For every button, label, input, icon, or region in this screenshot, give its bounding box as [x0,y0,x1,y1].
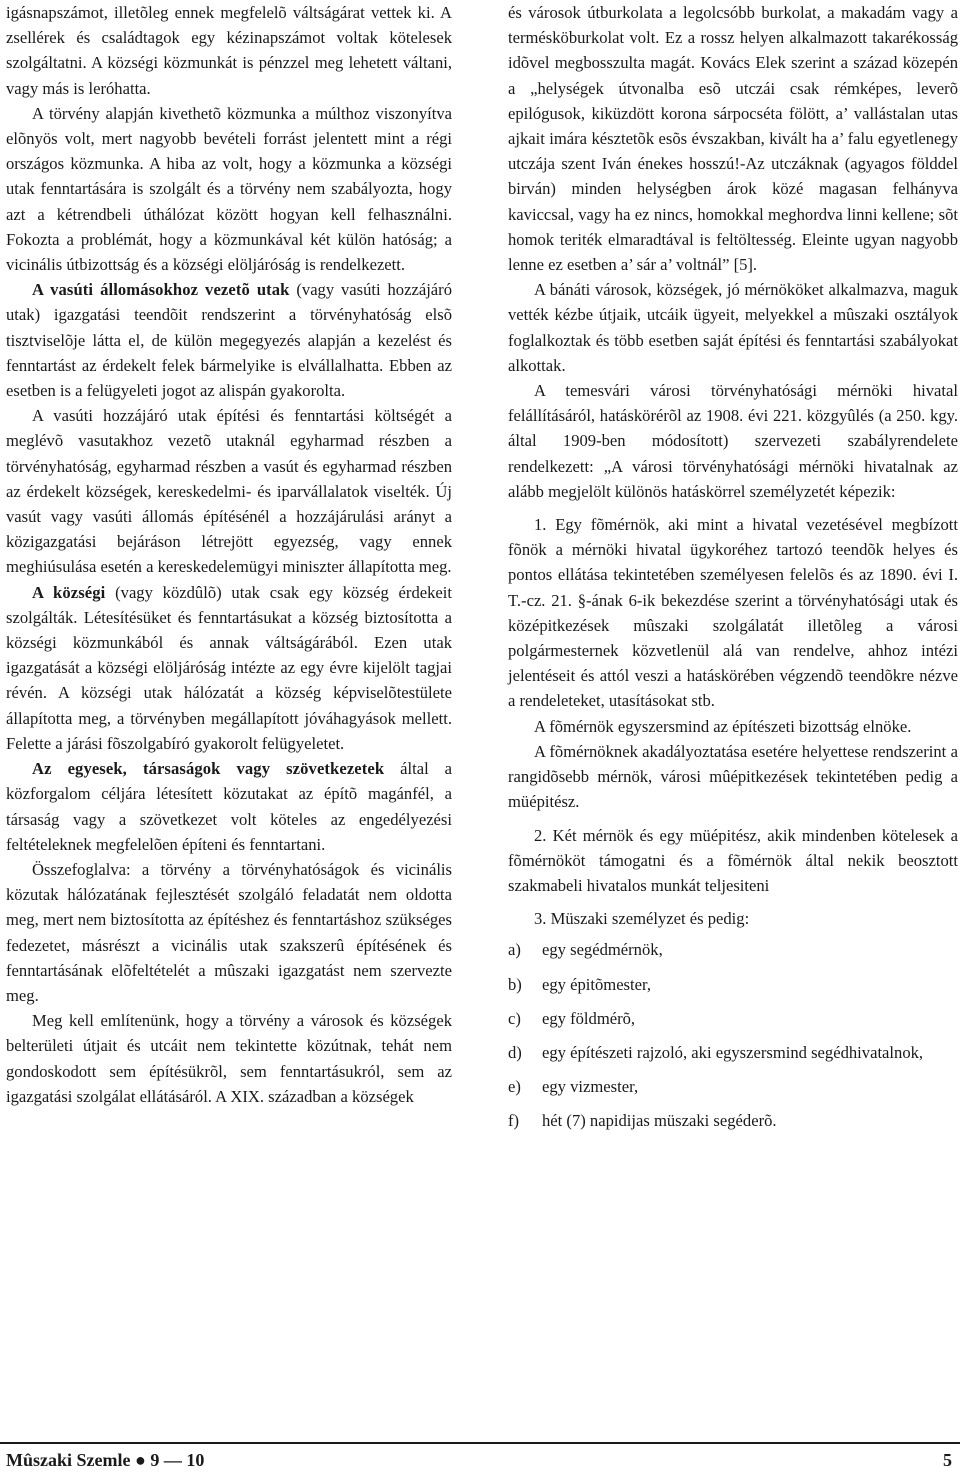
paragraph-lead: Az egyesek, társaságok vagy szövetkezetek [32,759,385,779]
left-column [6,0,452,1109]
list-marker: b) [508,974,522,994]
footer-divider [0,1442,960,1444]
list-marker: d) [508,1042,522,1062]
list-item [508,1040,958,1065]
list-marker: e) [508,1077,521,1097]
list-marker: f) [508,1111,520,1131]
paragraph [6,580,452,756]
journal-title: Mûszaki Szemle [6,1450,131,1470]
personnel-list [508,937,958,1133]
paragraph: Összefoglalva: a törvény a törvényhatóságok és vicinális közutak hálózatának fejlesztését szolgáló feladatát nem oldotta meg, mert nem biztosította az építéshez és fenntartáshoz szükséges fedezetet, másrészt a vicinális utak szakszerû építésének és fenntartásának elõfeltételét a mûszaki igazgatást nem szervezte meg. [6,859,452,1005]
paragraph [6,277,452,403]
paragraph-lead: A községi [32,582,106,602]
list-item [508,1006,958,1031]
paragraph: A törvény alapján kivethetõ közmunka a múlthoz viszonyítva elõnyös volt, mert nagyobb bevételi forrást jelentett mint a régi országos közmunka. A hiba az volt, hogy a közmunka a községi utak fenntartására is szolgált és a törvény nem szabályozta, hogy azt a kétrendbeli úthálózat között hogyan kell felhasználni. Fokozta a problémát, hogy a közmunkával két külön hatóság; a vicinális útbizottság és a községi elöljáróság is rendelkezett. [6,103,452,275]
list-item-text: egy földmérõ, [542,1008,636,1028]
bullet-icon: ● [134,1450,146,1470]
list-item-text: egy vizmester, [542,1077,639,1097]
issue-number: 9 — 10 [150,1450,205,1470]
paragraph: A vasúti hozzájáró utak építési és fenntartási költségét a meglévõ vasutakhoz vezetõ utaknál egyharmad részben a törvényhatóság, egyharmad részben a vasút és egyharmad részben az érdekelt községek, kereskedelmi- és iparvállalatok viselték. Új vasút vagy vasúti állomás építésénél a hozzájárulási arányt a közigazgatási bejáráson létrejött egyezség, vagy ennek meghiúsulása esetén a kereskedelemügyi miniszter állapította meg. [6,406,452,577]
paragraph-lead: A vasúti állomásokhoz vezetõ utak [32,280,290,300]
paragraph: A fõmérnök egyszersmind az építészeti bizottság elnöke. [534,716,912,736]
paragraph-body: (vagy közdûlõ) utak csak egy község érdekeit szolgálták. Létesítésüket és fenntartásukat a község biztosította a községi közmunkából és annak váltságárából. Ezen utak igazgatását a községi elöljáróság intézte az egy évre kijelölt tagjai révén. A községi utak hálózatát a község képviselõtestülete állapította meg, a törvényben megállapított jóváhagyások mellett. Felette a járási fõszolgabíró gyakorolt felügyeletet. [6,582,452,753]
list-item [508,937,958,962]
list-item [508,1108,958,1133]
list-item-text: hét (7) napidijas müszaki segéderõ. [542,1111,777,1131]
list-item [508,1074,958,1099]
paragraph: A fõmérnöknek akadályoztatása esetére helyettese rendszerint a rangidõsebb mérnök, városi mûépitkezések tekintetében pedig a müépitész. [508,741,958,812]
list-marker: a) [508,940,521,960]
list-item [508,972,958,997]
paragraph: 2. Két mérnök és egy müépitész, akik mindenben kötelesek a fõmérnököt támogatni és a fõmérnök által nekik beosztott szakmabeli hivatalos munkát teljesiteni [508,825,958,895]
paragraph: 3. Müszaki személyzet és pedig: [534,909,750,929]
right-column [508,0,958,1143]
paragraph: A bánáti városok, községek, jó mérnököket alkalmazva, maguk vették kézbe útjaik, utcáik ügyeit, melyekkel a mûszaki osztályok foglalkoztak és több esetben saját építési és fenntartási szabályokat alkottak. [508,280,958,375]
page-number: 5 [943,1450,952,1470]
paragraph [6,756,452,857]
paragraph: A temesvári városi törvényhatósági mérnöki hivatal felállításáról, hatáskörérõl az 1908. évi 221. közgyûlés (a 250. kgy. által 1909-ben módosított) szervezeti szabályrendelete rendelkezett: „A városi törvényhatósági mérnöki hivatalnak az alább megjelölt különös hatáskörrel személyzetét képezik: [508,381,958,501]
list-item-text: egy épitõmester, [542,974,652,994]
paragraph-body: által a közforgalom céljára létesített közutakat az építõ magánfél, a társaság vagy a szövetkezet volt köteles az engedélyezési feltételeknek megfelelõen építeni és fenntartani. [6,759,452,854]
footer-journal [6,1448,204,1472]
paragraph: Meg kell említenünk, hogy a törvény a városok és községek belterületi útjait és utcáit nem tekintette közútnak, tehát nem gondoskodott sem építésükrõl, sem fenntartásukról, sem az igazgatási szolgálat ellátásáról. A XIX. században a községek [6,1011,452,1106]
list-marker: c) [508,1008,521,1028]
paragraph: és városok útburkolata a legolcsóbb burkolat, a makadám vagy a termésköburkolat volt. Ez a rossz helyen alkalmazott takarékosság idõvel megbosszulta magát. Kovács Elek szerint a század közepén a „helységek útvonalba esõ utczái csak rémképes, leverõ epilógusok, kiküzdött korona sárpocséta fölött, a’ vallástalan utas ajkait imára késztetõk esõs évszakban, kivált ha a’ falu egyetlenegy utczája szent Iván énekes hosszú!-Az utczáknak (agyagos földdel birván) minden helységben árok közé magasan felhányva kaviccsal, vagy ha ez nincs, homokkal meghordva linni kellene; sõt homok teriték elmaradtával is feltöltesség. Eleinte ugyan nagyobb lenne ez esetben a’ sár a’ voltnál” [5]. [508,3,958,275]
paragraph: igásnapszámot, illetõleg ennek megfelelõ váltságárat vettek ki. A zsellérek és családtagok egy kézinapszámot voltak kötelesek szolgáltatni. A községi közmunkát is pénzzel meg lehetett váltani, vagy más is leróhatta. [6,3,452,98]
paragraph-body: (vagy vasúti hozzájáró utak) igazgatási teendõit rendszerint a törvényhatóság elsõ tisztviselõje látta el, de külön megegyezés alapján a kezelést és fenntartást az érdekelt felek bármelyike is elvállalhatta. Ebben az esetben is a felügyeleti jogot az alispán gyakorolta. [6,280,452,401]
list-item-text: egy építészeti rajzoló, aki egyszersmind segédhivatalnok, [542,1042,924,1062]
list-item-text: egy segédmérnök, [542,940,663,960]
paragraph: 1. Egy fõmérnök, aki mint a hivatal vezetésével megbízott fõnök a mérnöki hivatal ügykoréhez tartozó teendõk helyes és pontos ellátása tekintetében személyesen felelõs és az 1890. évi I. T.-cz. 21. §-ának 6-ik bekezdése szerint a törvényhatósági utak és középitkezések mûszaki szolgálatát illetõleg a városi polgármesternek közvetlenül alá van rendelve, ahhoz intézi jelentéseit és attól veszi a hatáskörében végzendõ teendõkre nézve a rendeleteket, utasításokat stb. [508,515,958,711]
